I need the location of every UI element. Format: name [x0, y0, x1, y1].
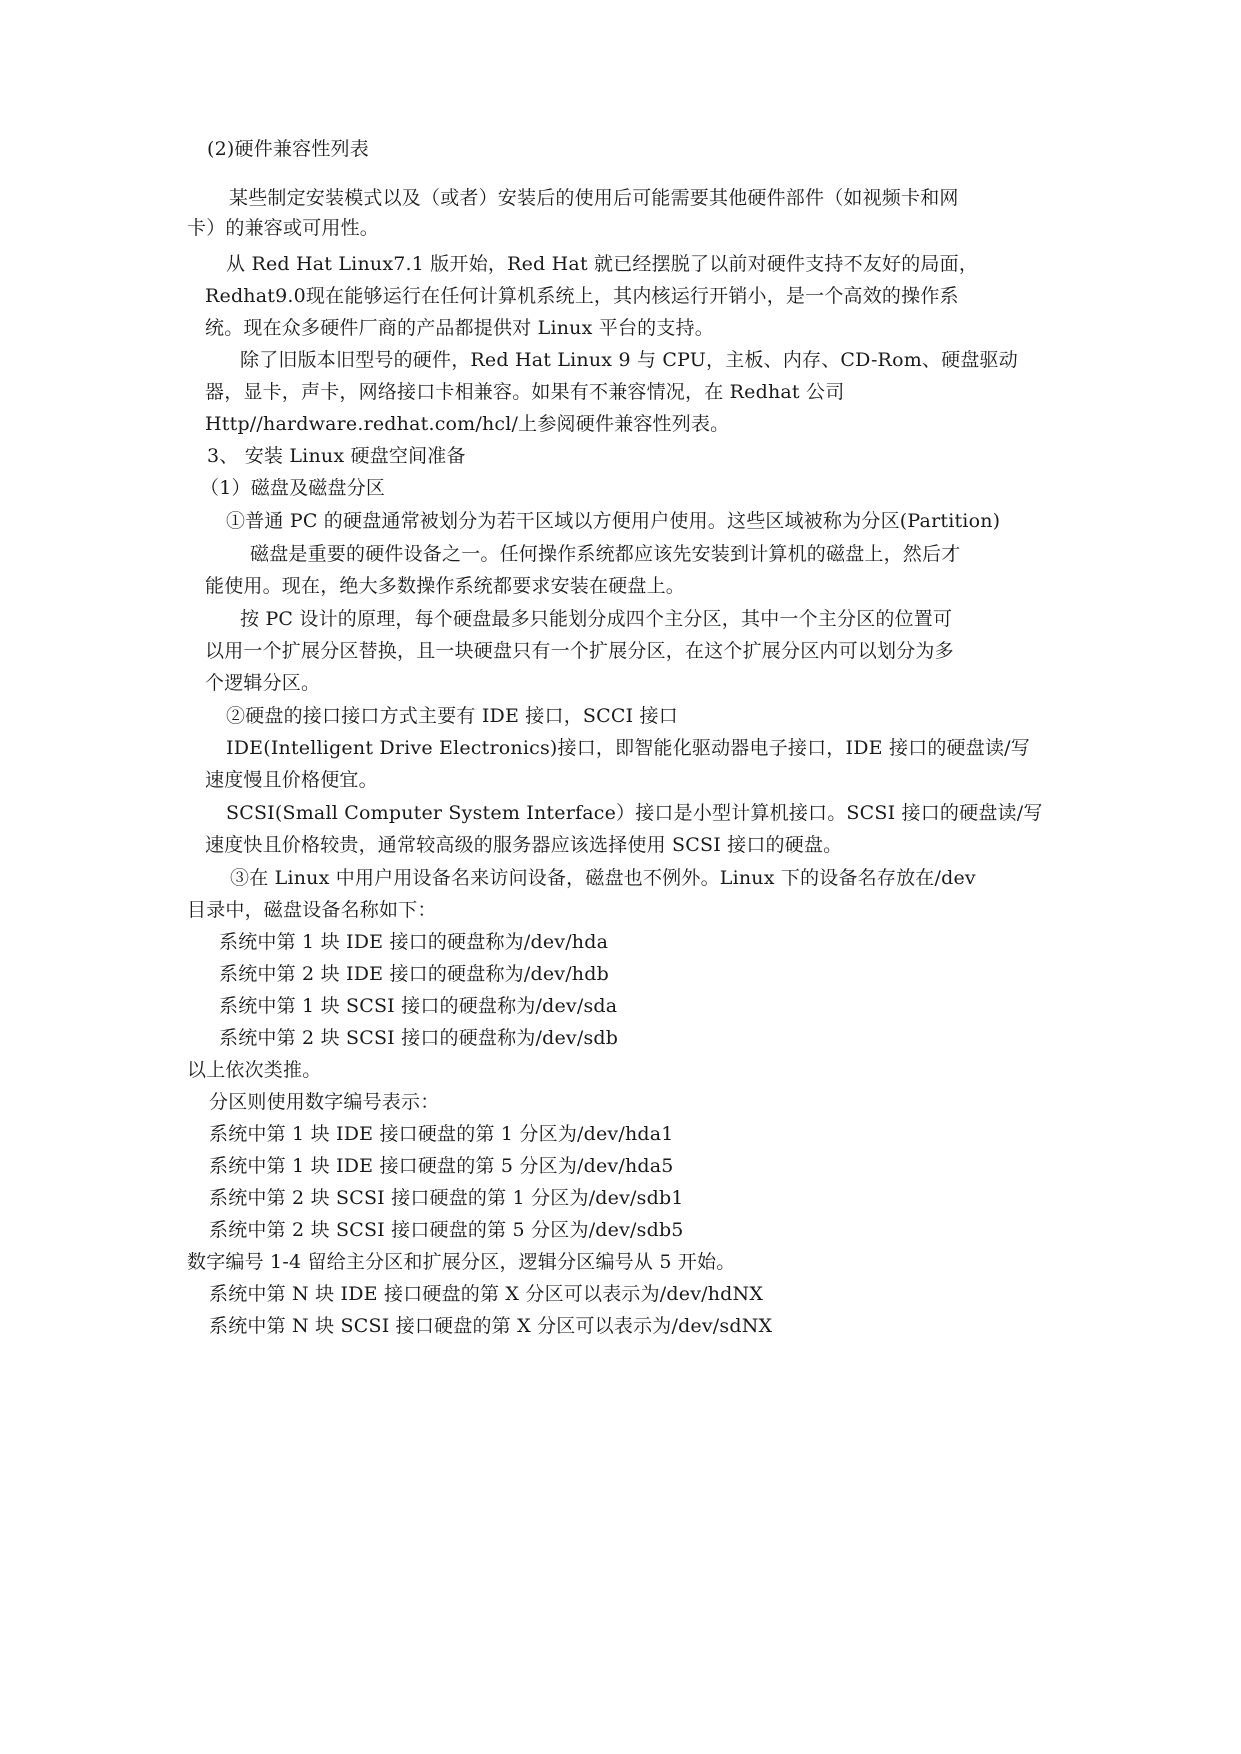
text-line: 目录中，磁盘设备名称如下：: [187, 899, 437, 921]
text-line: 系统中第 N 块 SCSI 接口硬盘的第 X 分区可以表示为/dev/sdNX: [209, 1315, 773, 1337]
text-line: ②硬盘的接口接口方式主要有 IDE 接口，SCCI 接口: [226, 705, 678, 727]
text-line: 系统中第 N 块 IDE 接口硬盘的第 X 分区可以表示为/dev/hdNX: [209, 1283, 764, 1305]
text-line: 按 PC 设计的原理，每个硬盘最多只能划分成四个主分区，其中一个主分区的位置可: [240, 608, 953, 630]
text-line: 以用一个扩展分区替换，且一块硬盘只有一个扩展分区，在这个扩展分区内可以划分为多: [205, 640, 954, 662]
text-line: Redhat9.0现在能够运行在任何计算机系统上，其内核运行开销小，是一个高效的操作系: [205, 285, 959, 307]
text-line: 卡）的兼容或可用性。: [187, 217, 380, 239]
text-line: 数字编号 1-4 留给主分区和扩展分区，逻辑分区编号从 5 开始。: [187, 1251, 736, 1273]
text-line: Http//hardware.redhat.com/hcl/上参阅硬件兼容性列表。: [205, 413, 730, 435]
text-line: 系统中第 1 块 IDE 接口的硬盘称为/dev/hda: [219, 931, 609, 953]
text-line: 统。现在众多硬件厂商的产品都提供对 Linux 平台的支持。: [205, 317, 714, 339]
text-line: 3、 安装 Linux 硬盘空间准备: [207, 445, 466, 467]
text-line: ①普通 PC 的硬盘通常被划分为若干区域以方便用户使用。这些区域被称为分区(Partition): [226, 510, 1001, 532]
text-line: 分区则使用数字编号表示：: [209, 1091, 440, 1113]
text-line: ③在 Linux 中用户用设备名来访问设备，磁盘也不例外。Linux 下的设备名存放在/dev: [230, 867, 976, 889]
text-line: 磁盘是重要的硬件设备之一。任何操作系统都应该先安装到计算机的磁盘上，然后才: [250, 543, 961, 565]
text-line: 系统中第 1 块 IDE 接口硬盘的第 1 分区为/dev/hda1: [209, 1123, 674, 1145]
text-line: 系统中第 1 块 SCSI 接口的硬盘称为/dev/sda: [219, 995, 618, 1017]
text-line: SCSI(Small Computer System Interface）接口是小型计算机接口。SCSI 接口的硬盘读/写: [226, 802, 1043, 824]
text-line: 以上依次类推。: [187, 1059, 322, 1081]
text-line: （1）磁盘及磁盘分区: [200, 477, 386, 499]
text-line: 系统中第 2 块 IDE 接口的硬盘称为/dev/hdb: [219, 963, 609, 985]
text-line: 系统中第 2 块 SCSI 接口硬盘的第 1 分区为/dev/sdb1: [209, 1187, 684, 1209]
text-line: 系统中第 1 块 IDE 接口硬盘的第 5 分区为/dev/hda5: [209, 1155, 674, 1177]
text-line: 速度慢且价格便宜。: [205, 769, 378, 791]
text-line: 某些制定安装模式以及（或者）安装后的使用后可能需要其他硬件部件（如视频卡和网: [229, 187, 959, 209]
text-line: 速度快且价格较贵，通常较高级的服务器应该选择使用 SCSI 接口的硬盘。: [205, 834, 843, 856]
text-line: 系统中第 2 块 SCSI 接口硬盘的第 5 分区为/dev/sdb5: [209, 1219, 684, 1241]
text-line: 系统中第 2 块 SCSI 接口的硬盘称为/dev/sdb: [219, 1027, 619, 1049]
text-line: 个逻辑分区。: [205, 672, 321, 694]
text-line: IDE(Intelligent Drive Electronics)接口，即智能化驱动器电子接口，IDE 接口的硬盘读/写: [226, 737, 1030, 759]
text-line: 器，显卡，声卡，网络接口卡相兼容。如果有不兼容情况，在 Redhat 公司: [205, 381, 845, 403]
text-line: 从 Red Hat Linux7.1 版开始，Red Hat 就已经摆脱了以前对硬件支持不友好的局面，: [226, 253, 979, 275]
text-line: 除了旧版本旧型号的硬件，Red Hat Linux 9 与 CPU，主板、内存、CD-Rom、硬盘驱动: [240, 349, 1018, 371]
text-line: (2)硬件兼容性列表: [207, 138, 369, 160]
text-line: 能使用。现在，绝大多数操作系统都要求安装在硬盘上。: [205, 575, 686, 597]
